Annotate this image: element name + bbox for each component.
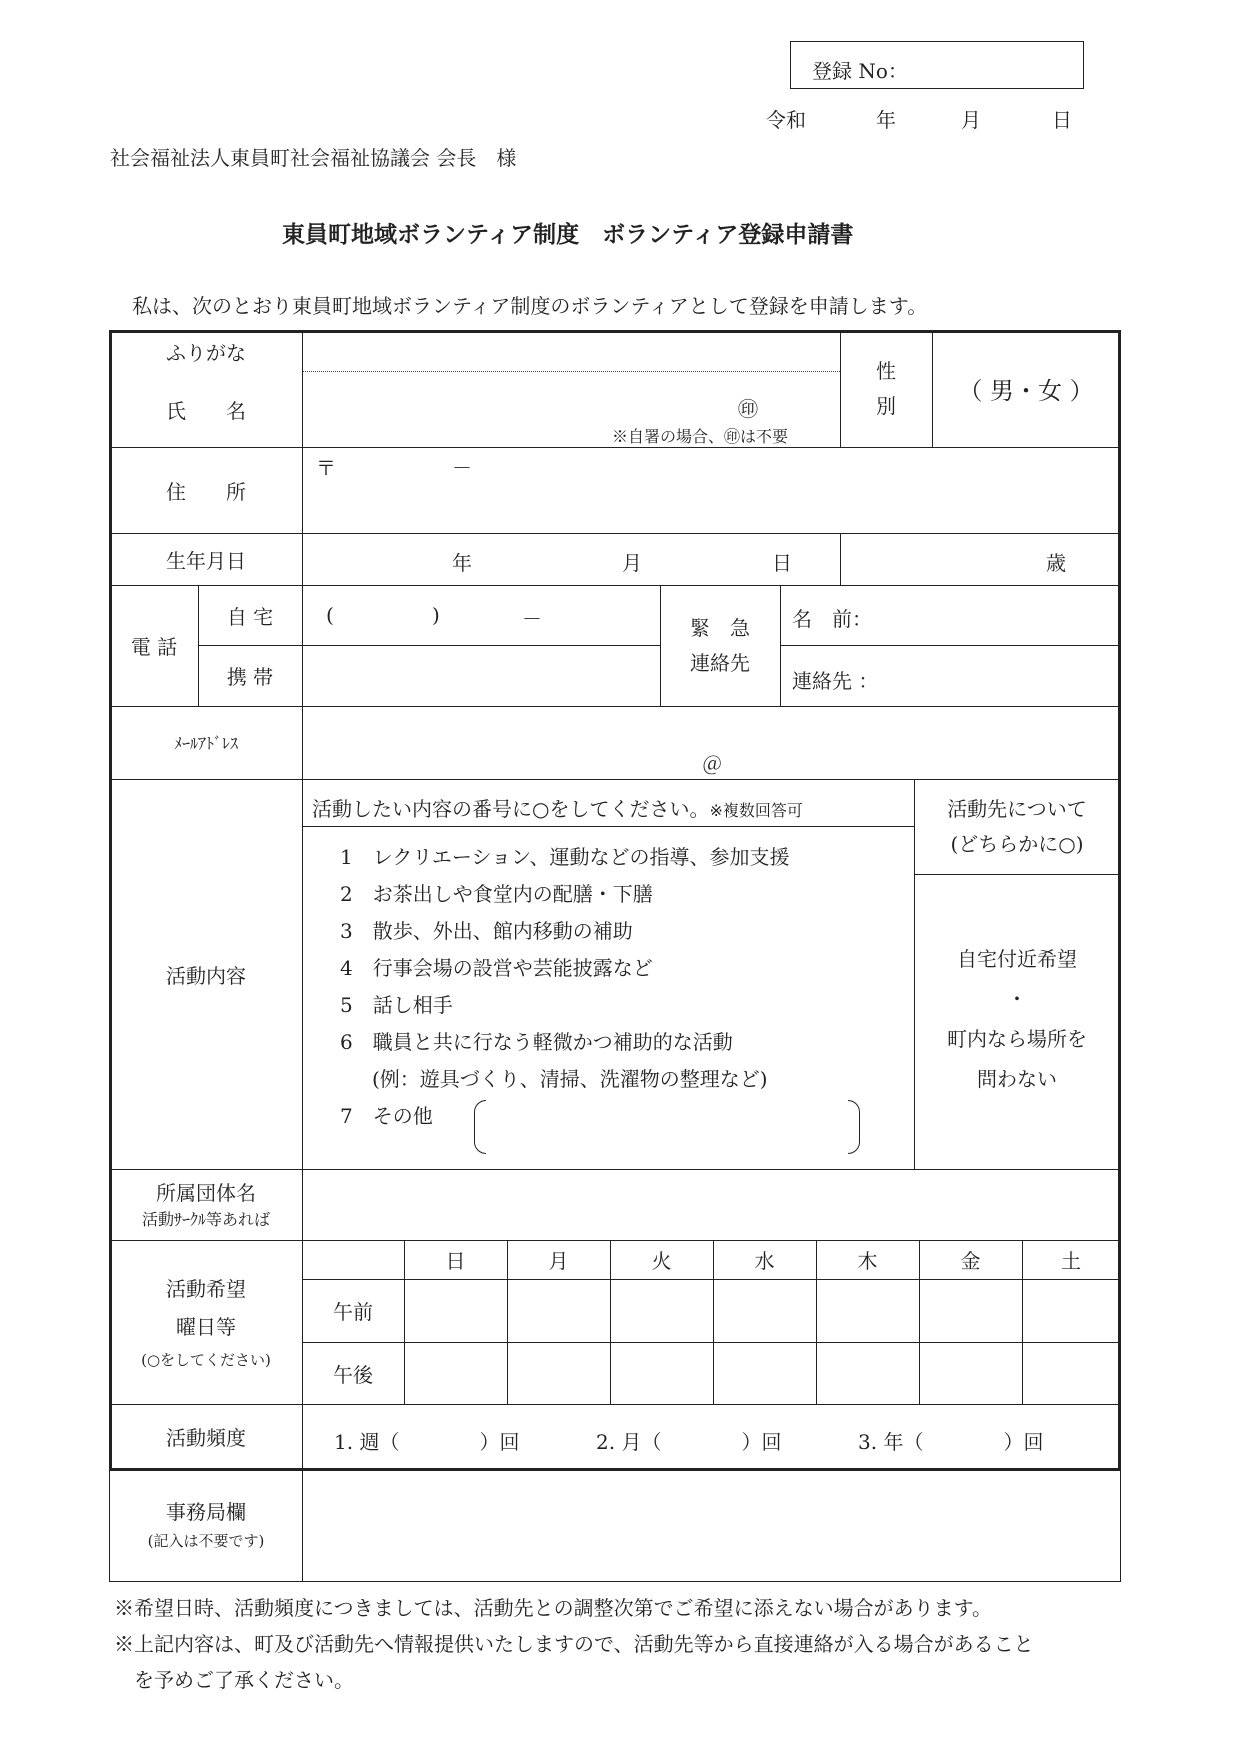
page-title: 東員町地域ボランティア制度 ボランティア登録申請書 (282, 221, 854, 248)
schedule-label (110, 1240, 302, 1404)
activity-item-6[interactable]: 6 職員と共に行なう軽微かつ補助的な活動 (340, 1030, 733, 1054)
footnote-1: ※希望日時、活動頻度につきましては、活動先との調整次第でご希望に添えない場合があります。 (114, 1596, 992, 1620)
home-phone-label: 自 宅 (226, 604, 274, 629)
gender-label-top: 性 (876, 359, 896, 383)
registration-number-label: 登録 No： (812, 59, 908, 83)
email-label: ﾒｰﾙｱﾄﾞﾚｽ (173, 734, 238, 753)
activity-item-4[interactable]: 4 行事会場の設営や芸能披露など (340, 956, 653, 980)
address-field[interactable] (304, 480, 1118, 530)
emergency-contact-label (660, 585, 780, 706)
furigana-label: ふりがな (166, 340, 246, 365)
location-option-anywhere-line2[interactable]: 問わない (977, 1067, 1057, 1091)
emergency-contact-field-label: 連絡先 ： (792, 669, 879, 693)
am-label: 午前 (333, 1300, 373, 1324)
schedule-label-middle: 曜日等 (176, 1314, 236, 1339)
gender-label-bottom: 別 (876, 394, 896, 418)
location-header-bottom: (どちらかに○) (950, 831, 1084, 856)
gender-options[interactable]: （ 男・女 ） (958, 376, 1094, 405)
activity-item-3[interactable]: 3 散歩、外出、館内移動の補助 (340, 919, 633, 943)
date-era: 令和 (766, 108, 806, 132)
group-label-bottom: 活動ｻｰｸﾙ等あれば (141, 1209, 270, 1229)
date-month: 月 (961, 108, 981, 132)
other-bracket-field[interactable] (474, 1100, 860, 1154)
frequency-monthly[interactable]: 2. 月（ ）回 (596, 1430, 782, 1454)
office-use-title: 事務局欄 (166, 1500, 246, 1525)
location-option-dot: ・ (1007, 987, 1027, 1011)
date-year: 年 (876, 108, 896, 132)
office-use-label (110, 1469, 302, 1581)
home-dash: － (522, 607, 542, 631)
footnote-2: ※上記内容は、町及び活動先へ情報提供いたしますので、活動先等から直接連絡が入る場合があること (114, 1632, 1034, 1656)
schedule-label-top: 活動希望 (166, 1276, 246, 1301)
location-option-near-home[interactable]: 自宅付近希望 (957, 947, 1077, 971)
postal-dash: － (452, 456, 472, 480)
name-field[interactable] (304, 373, 839, 413)
weekday-fri: 金 (960, 1249, 981, 1273)
address-label: 住 所 (166, 479, 246, 504)
birthdate-label: 生年月日 (166, 548, 246, 573)
emergency-label-top: 緊 急 (690, 615, 750, 640)
location-option-anywhere-line1[interactable]: 町内なら場所を (947, 1027, 1087, 1051)
emergency-label-bottom: 連絡先 (690, 650, 750, 675)
location-options (914, 874, 1120, 1164)
activity-item-6-example: (例：遊具づくり、清掃、洗濯物の整理など) (352, 1067, 768, 1091)
weekday-tue: 火 (651, 1249, 672, 1273)
footnote-2-cont: を予めご了承ください。 (114, 1668, 354, 1692)
weekday-sun: 日 (445, 1249, 466, 1273)
seal-note: ※自署の場合、㊞は不要 (612, 427, 789, 446)
email-at-icon: ＠ (702, 752, 722, 776)
weekday-mon: 月 (548, 1249, 569, 1273)
activity-instruction-text: 活動したい内容の番号に○をしてください。 (312, 797, 710, 821)
frequency-yearly[interactable]: 3. 年（ ）回 (858, 1430, 1044, 1454)
pm-label: 午後 (333, 1362, 373, 1387)
age-unit: 歳 (1046, 551, 1066, 575)
group-label-top: 所属団体名 (156, 1180, 256, 1205)
intro-text: 私は、次のとおり東員町地域ボランティア制度のボランティアとして登録を申請します。 (132, 294, 928, 318)
phone-label: 電 話 (130, 635, 178, 659)
emergency-name-label: 名 前： (792, 607, 872, 631)
activity-item-1[interactable]: 1 レクリエーション、運動などの指導、参加支援 (340, 845, 790, 869)
location-header (914, 779, 1120, 874)
date-day: 日 (1052, 108, 1072, 132)
birth-day-unit: 日 (772, 551, 792, 575)
activity-item-5[interactable]: 5 話し相手 (340, 993, 453, 1017)
schedule-grid[interactable] (405, 1280, 1119, 1403)
weekday-wed: 水 (754, 1249, 775, 1273)
mobile-phone-field[interactable] (304, 647, 658, 704)
group-name-field[interactable] (304, 1171, 1118, 1238)
activity-instruction (312, 793, 803, 822)
activity-label: 活動内容 (166, 963, 246, 988)
home-paren-close: ) (432, 603, 440, 627)
office-use-note: (記入は不要です) (147, 1532, 265, 1551)
frequency-label: 活動頻度 (166, 1426, 246, 1450)
birth-month-unit: 月 (622, 551, 642, 575)
birth-year-unit: 年 (452, 551, 472, 575)
frequency-weekly[interactable]: 1. 週（ ）回 (334, 1430, 520, 1454)
mobile-phone-label: 携 帯 (226, 665, 274, 689)
weekday-thu: 木 (857, 1249, 878, 1273)
email-field[interactable] (304, 708, 1118, 777)
postal-mark: 〒 (316, 456, 336, 480)
addressee: 社会福祉法人東員町社会福祉協議会 会長 様 (110, 146, 517, 170)
seal-icon: ㊞ (738, 397, 758, 421)
gender-label (840, 331, 932, 447)
home-paren-open: ( (326, 603, 334, 627)
activity-item-7[interactable]: 7 その他 (340, 1104, 433, 1128)
schedule-label-note: (○をしてください) (141, 1350, 271, 1369)
activity-item-2[interactable]: 2 お茶出しや食堂内の配膳・下膳 (340, 882, 653, 906)
activity-instruction-note: ※複数回答可 (709, 801, 803, 820)
furigana-field[interactable] (304, 333, 839, 369)
group-label (110, 1169, 302, 1240)
name-label: 氏 名 (166, 398, 246, 423)
weekday-sat: 土 (1061, 1249, 1081, 1273)
location-header-top: 活動先について (947, 796, 1087, 821)
